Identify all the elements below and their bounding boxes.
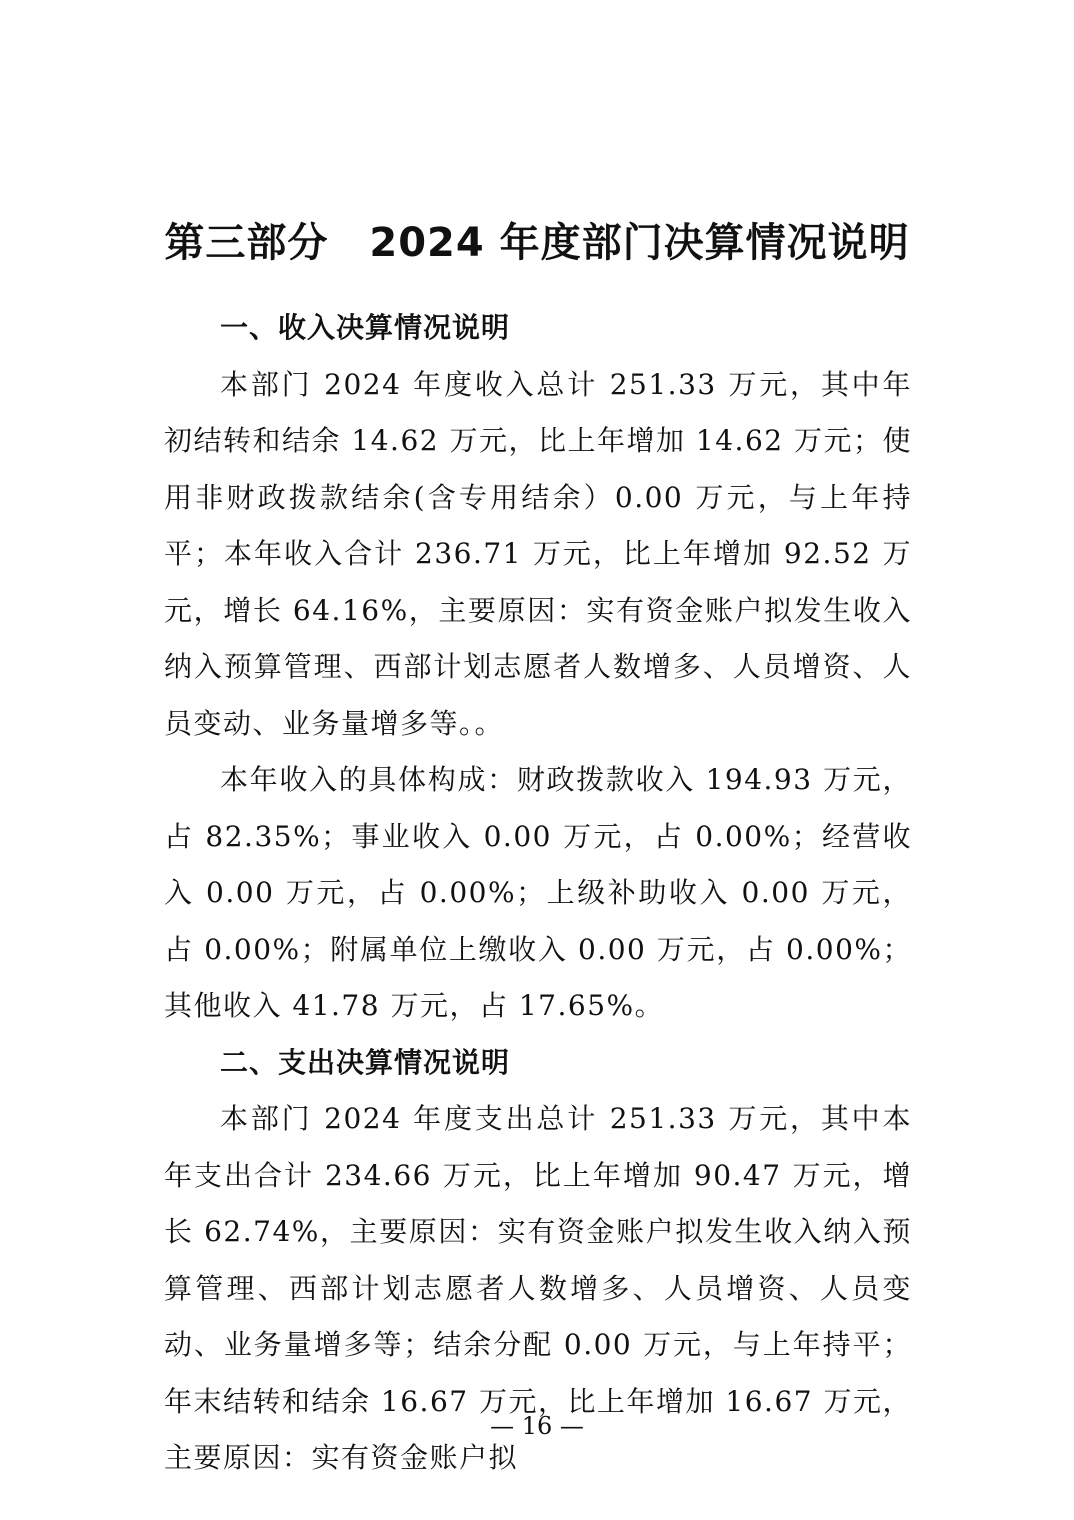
section-heading-expenditure: 二、支出决算情况说明 xyxy=(220,1045,511,1079)
document-body xyxy=(164,300,912,1487)
income-summary-paragraph: 本部门 2024 年度收入总计 251.33 万元，其中年初结转和结余 14.62 万元，比上年增加 14.62 万元；使用非财政拨款结余(含专用结余）0.00 万元，与上年持平；本年收入合计 236.71 万元，比上年增加 92.52 万元，增长 64.16%，主要原因：实有资金账户拟发生收入纳入预算管理、西部计划志愿者人数增多、人员增资、人员变动、业务量增多等。。 xyxy=(164,367,912,740)
income-composition-paragraph: 本年收入的具体构成：财政拨款收入 194.93 万元，占 82.35%；事业收入 0.00 万元，占 0.00%；经营收入 0.00 万元，占 0.00%；上级补助收入 0.00 万元，占 0.00%；附属单位上缴收入 0.00 万元，占 0.00%；其他收入 41.78 万元，占 17.65%。 xyxy=(164,763,912,1022)
page-number: — 16 — xyxy=(490,1412,584,1440)
expenditure-summary-paragraph: 本部门 2024 年度支出总计 251.33 万元，其中本年支出合计 234.66 万元，比上年增加 90.47 万元，增长 62.74%，主要原因：实有资金账户拟发生收入纳入预算管理、西部计划志愿者人数增多、人员增资、人员变动、业务量增多等；结余分配 0.00 万元，与上年持平；年末结转和结余 16.67 万元，比上年增加 16.67 万元，主要原因：实有资金账户拟 xyxy=(164,1102,912,1474)
page-title: 第三部分 2024 年度部门决算情况说明 xyxy=(164,219,910,266)
section-heading-income: 一、收入决算情况说明 xyxy=(220,311,511,344)
